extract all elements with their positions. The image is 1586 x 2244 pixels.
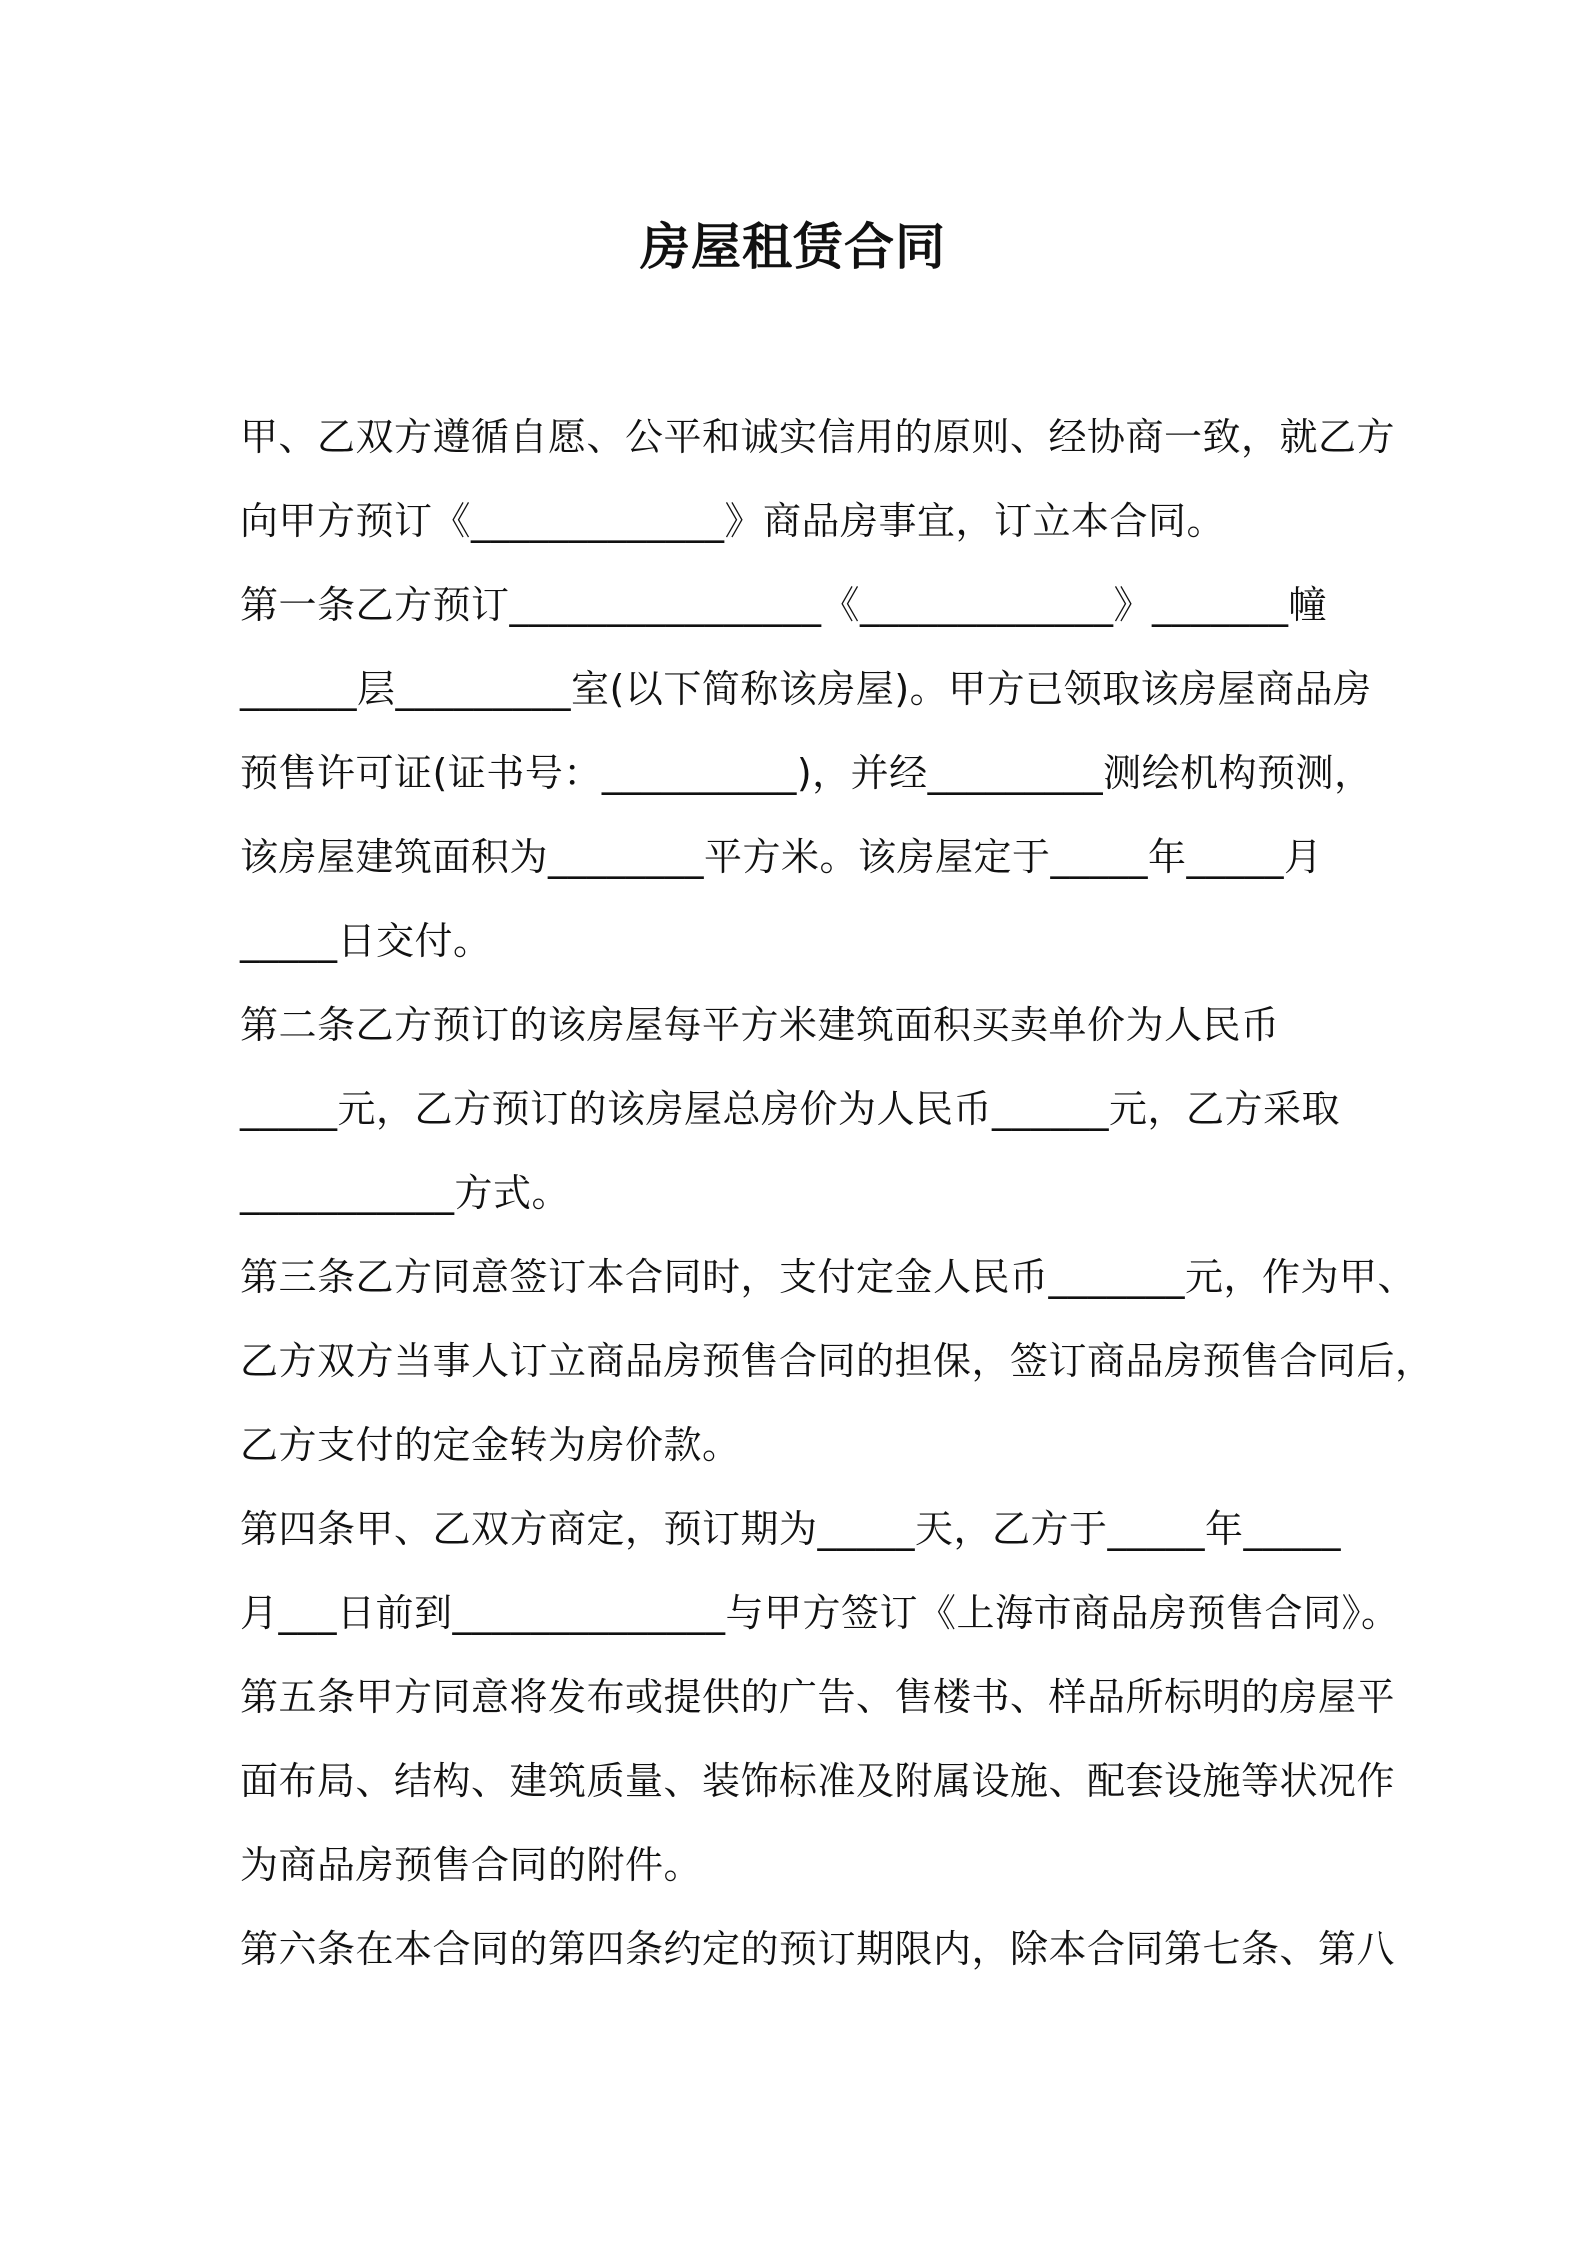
body-line-10: ___________方式。 — [240, 1171, 571, 1215]
body-line-1: 甲、乙双方遵循自愿、公平和诚实信用的原则、经协商一致，就乙方 — [240, 415, 1396, 459]
body-line-17: 面布局、结构、建筑质量、装饰标准及附属设施、配套设施等状况作 — [240, 1759, 1396, 1803]
body-line-18: 为商品房预售合同的附件。 — [240, 1843, 703, 1887]
body-line-14: 第四条甲、乙双方商定，预订期为_____天，乙方于_____年_____ — [240, 1507, 1342, 1551]
body-line-3: 第一条乙方预订________________《_____________》_______幢 — [240, 583, 1328, 627]
body-line-2: 向甲方预订《_____________》商品房事宜，订立本合同。 — [240, 499, 1226, 543]
body-line-5: 预售许可证(证书号：__________)，并经_________测绘机构预测， — [240, 751, 1373, 795]
body-line-8: 第二条乙方预订的该房屋每平方米建筑面积买卖单价为人民币 — [240, 1003, 1280, 1047]
body-line-19: 第六条在本合同的第四条约定的预订期限内，除本合同第七条、第八 — [240, 1927, 1396, 1971]
body-line-7: _____日交付。 — [240, 919, 492, 963]
body-line-16: 第五条甲方同意将发布或提供的广告、售楼书、样品所标明的房屋平 — [240, 1675, 1396, 1719]
body-line-9: _____元，乙方预订的该房屋总房价为人民币______元，乙方采取 — [240, 1087, 1341, 1131]
body-line-4: ______层_________室(以下简称该房屋)。甲方已领取该房屋商品房 — [240, 667, 1372, 711]
body-line-11: 第三条乙方同意签订本合同时，支付定金人民币_______元，作为甲、 — [240, 1255, 1417, 1299]
body-line-13: 乙方支付的定金转为房价款。 — [240, 1423, 741, 1467]
body-line-12: 乙方双方当事人订立商品房预售合同的担保，签订商品房预售合同后， — [240, 1339, 1434, 1383]
document-title: 房屋租赁合同 — [640, 218, 946, 276]
body-line-6: 该房屋建筑面积为________平方米。该房屋定于_____年_____月 — [240, 835, 1323, 879]
body-line-15: 月___日前到______________与甲方签订《上海市商品房预售合同》。 — [240, 1591, 1400, 1635]
